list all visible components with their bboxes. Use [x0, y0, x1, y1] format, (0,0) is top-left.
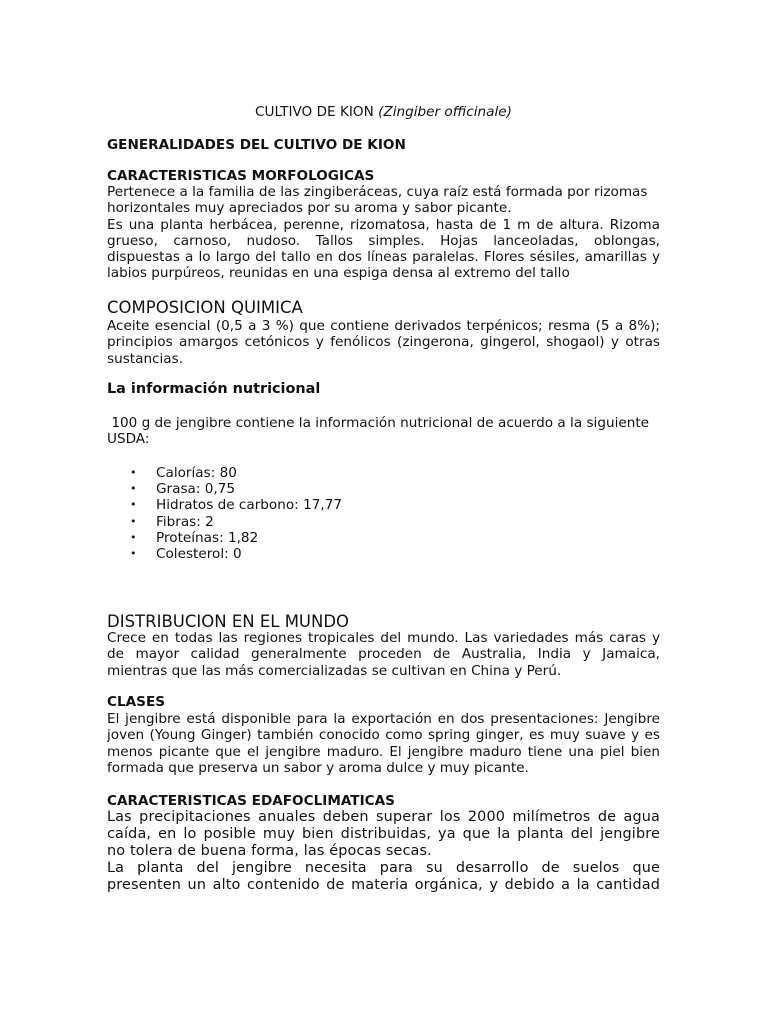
text-line: 100 g de jengibre contiene la información nutricional de acuerdo a la siguiente — [107, 415, 650, 431]
text-line: formada que preserva un sabor y aroma dulce y muy picante. — [107, 759, 529, 776]
text-line: joven (Young Ginger) también conocido como spring ginger, es muy suave y es — [107, 727, 660, 744]
heading-generalidades: GENERALIDADES DEL CULTIVO DE KION — [107, 137, 406, 153]
document-title — [107, 103, 660, 121]
text-line: no tolera de buena forma, las épocas secas. — [107, 843, 432, 859]
title-scientific-name: (Zingiber officinale) — [378, 104, 512, 120]
list-item-text: Grasa: 0,75 — [156, 481, 236, 498]
text-line: Las precipitaciones anuales deben superar los 2000 milímetros de agua — [107, 809, 660, 825]
text-line: horizontales muy apreciados por su aroma y sabor picante. — [107, 200, 512, 217]
list-item — [107, 465, 342, 481]
list-item-text: Calorías: 80 — [156, 465, 237, 481]
text-line: Pertenece a la familia de las zingiberáceas, cuya raíz está formada por rizomas — [107, 184, 648, 200]
list-item — [107, 497, 342, 513]
text-line: Aceite esencial (0,5 a 3 %) que contiene derivados terpénicos; resma (5 a 8%); — [107, 318, 660, 334]
paragraph-distribucion — [107, 630, 660, 679]
text-line: La planta del jengibre necesita para su desarrollo de suelos que — [107, 860, 660, 876]
heading-distribucion: DISTRIBUCION EN EL MUNDO — [107, 612, 350, 631]
text-line: mientras que las más comercializadas se cultivan en China y Perú. — [107, 662, 562, 679]
heading-nutricional: La información nutricional — [107, 381, 321, 397]
paragraph-clases — [107, 711, 660, 776]
bullet-icon: • — [130, 466, 137, 479]
list-item-text: Colesterol: 0 — [156, 545, 242, 562]
bullet-icon: • — [130, 546, 137, 560]
text-line: principios amargos cetónicos y fenólicos (zingerona, gingerol, shogaol) y otras — [107, 334, 660, 351]
bullet-icon: • — [130, 530, 137, 544]
heading-composicion: COMPOSICION QUIMICA — [107, 298, 303, 317]
text-line: presenten un alto contenido de materia orgánica, y debido a la cantidad — [107, 877, 660, 893]
list-item-text: Hidratos de carbono: 17,77 — [156, 497, 342, 514]
heading-edafoclimaticas: CARACTERISTICAS EDAFOCLIMATICAS — [107, 793, 395, 809]
text-line: El jengibre está disponible para la exportación en dos presentaciones: Jengibre — [107, 711, 660, 727]
text-line: menos picante que el jengibre maduro. El jengibre maduro tiene una piel bien — [107, 743, 660, 760]
text-line: de mayor calidad generalmente proceden de Australia, India y Jamaica, — [107, 646, 660, 663]
list-item — [107, 481, 342, 497]
nutrition-list — [107, 465, 342, 562]
paragraph-morfologicas — [107, 184, 660, 282]
bullet-icon: • — [130, 514, 137, 528]
list-item — [107, 530, 342, 546]
title-main: CULTIVO DE KION — [255, 104, 374, 120]
paragraph-composicion — [107, 318, 660, 367]
bullet-icon: • — [130, 482, 137, 496]
heading-morfologicas: CARACTERISTICAS MORFOLOGICAS — [107, 168, 375, 184]
paragraph-edafoclimaticas — [107, 809, 660, 894]
text-line: labios purpúreos, reunidas en una espiga densa al extremo del tallo — [107, 265, 570, 282]
text-line: Es una planta herbácea, perenne, rizomatosa, hasta de 1 m de altura. Rizoma — [107, 216, 660, 233]
heading-clases: CLASES — [107, 694, 166, 710]
text-line: USDA: — [107, 431, 150, 448]
list-item-text: Fibras: 2 — [156, 513, 214, 530]
list-item — [107, 546, 342, 562]
text-line: sustancias. — [107, 350, 184, 367]
text-line: Crece en todas las regiones tropicales del mundo. Las variedades más caras y — [107, 630, 660, 646]
text-line: dispuestas a lo largo del tallo en dos líneas paralelas. Flores sésiles, amarillas y — [107, 249, 660, 266]
text-line: caída, en lo posible muy bien distribuidas, ya que la planta del jengibre — [107, 826, 660, 842]
list-item — [107, 514, 342, 530]
text-line: grueso, carnoso, nudoso. Tallos simples. Hojas lanceoladas, oblongas, — [107, 232, 660, 249]
bullet-icon: • — [130, 498, 137, 512]
list-item-text: Proteínas: 1,82 — [156, 529, 259, 546]
paragraph-nutricional — [107, 415, 660, 448]
